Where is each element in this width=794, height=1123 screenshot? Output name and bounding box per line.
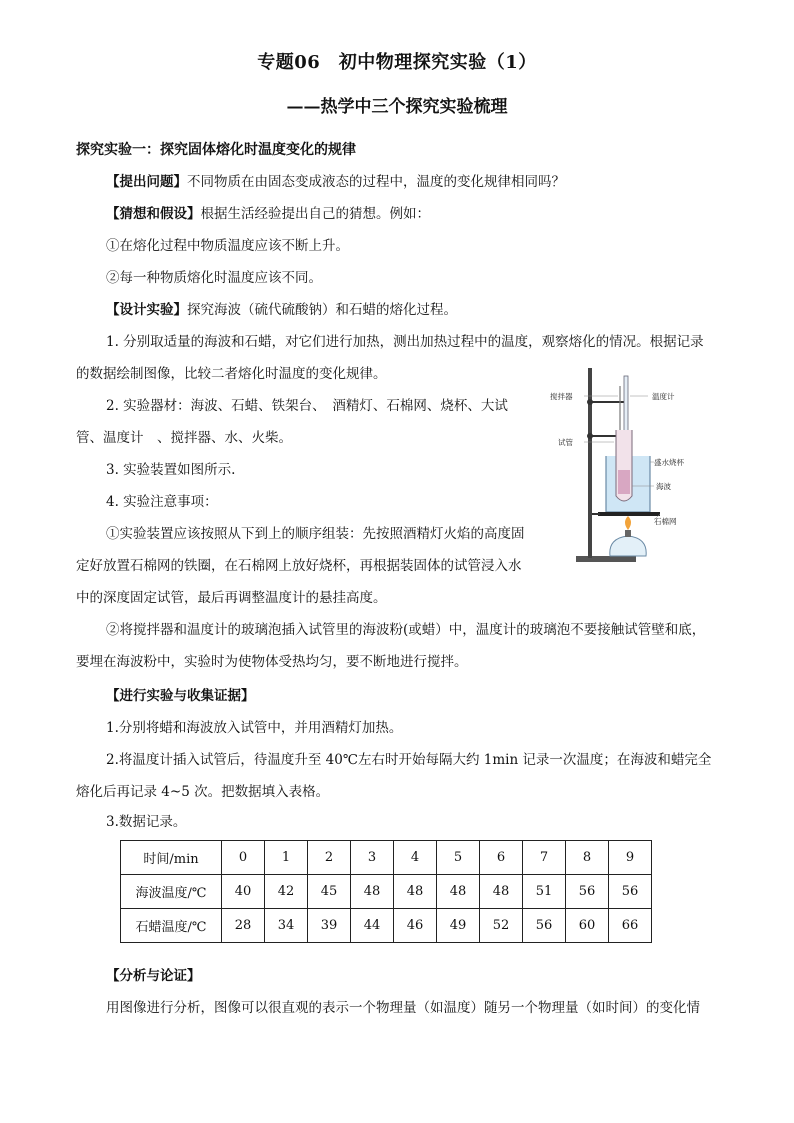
design-step-2-line-2: 管、温度计 、搅拌器、水、火柴。	[76, 430, 292, 446]
label-gauze: 石棉网	[654, 517, 677, 526]
design-step-1-line-1: 1. 分别取适量的海波和石蜡，对它们进行加热，测出加热过程中的温度，观察熔化的情况。根据记录	[106, 334, 704, 350]
label-thermometer: 温度计	[652, 392, 675, 401]
question-text: 不同物质在由固态变成液态的过程中，温度的变化规律相同吗？	[187, 174, 565, 190]
experiment-label: 【进行实验与收集证据】	[106, 688, 255, 704]
row-header-wax: 石蜡温度/℃	[121, 909, 222, 943]
analysis-text: 用图像进行分析，图像可以很直观的表示一个物理量（如温度）随另一个物理量（如时间）的变化情	[106, 1000, 700, 1016]
table-cell: 44	[351, 909, 394, 943]
section-heading: 探究实验一：探究固体熔化时温度变化的规律	[76, 142, 356, 158]
table-cell: 52	[480, 909, 523, 943]
gauze	[598, 512, 660, 516]
label-stirrer: 搅拌器	[550, 392, 573, 401]
table-row	[121, 909, 652, 943]
table-cell: 7	[523, 841, 566, 875]
table-cell: 0	[222, 841, 265, 875]
table-cell: 66	[609, 909, 652, 943]
table-cell: 48	[480, 875, 523, 909]
note-1-line-3: 中的深度固定试管，最后再调整温度计的悬挂高度。	[76, 590, 387, 606]
page-title: 专题06 初中物理探究实验（1）	[257, 52, 537, 73]
table-cell: 51	[523, 875, 566, 909]
hypothesis-label: 【猜想和假设】	[106, 206, 201, 222]
design-step-2-line-1: 2. 实验器材：海波、石蜡、铁架台、 酒精灯、石棉网、烧杯、大试	[106, 398, 508, 414]
table-cell: 40	[222, 875, 265, 909]
note-1-line-2: 定好放置石棉网的铁圈，在石棉网上放好烧杯，再根据装固体的试管浸入水	[76, 558, 522, 574]
table-cell: 48	[437, 875, 480, 909]
table-cell: 45	[308, 875, 351, 909]
lamp-wick	[625, 530, 631, 537]
table-cell: 9	[609, 841, 652, 875]
label-beaker: 盛水烧杯	[654, 458, 684, 467]
table-cell: 49	[437, 909, 480, 943]
design-step-3: 3. 实验装置如图所示.	[106, 462, 236, 478]
question-label: 【提出问题】	[106, 174, 187, 190]
design-step-1-line-2: 的数据绘制图像，比较二者熔化时温度的变化规律。	[76, 366, 387, 382]
table-cell: 28	[222, 909, 265, 943]
table-cell: 2	[308, 841, 351, 875]
stand-rod	[588, 368, 592, 558]
hypothesis-item-2: ②每一种物质熔化时温度应该不同。	[106, 270, 322, 286]
label-test-tube: 试管	[558, 438, 573, 447]
table-cell: 3	[351, 841, 394, 875]
alcohol-lamp	[610, 536, 646, 556]
flame	[625, 516, 631, 530]
experiment-step-2-line-1: 2.将温度计插入试管后，待温度升至 40℃左右时开始每隔大约 1min 记录一次温度；在海波和蜡完全	[106, 752, 712, 768]
clamp-knob	[587, 399, 593, 405]
table-cell: 56	[523, 909, 566, 943]
table-cell: 34	[265, 909, 308, 943]
row-header-time: 时间/min	[121, 841, 222, 875]
table-cell: 1	[265, 841, 308, 875]
table-cell: 5	[437, 841, 480, 875]
clamp-knob	[587, 433, 593, 439]
table-row	[121, 875, 652, 909]
hypo-sample	[618, 470, 630, 494]
page-subtitle: ——热学中三个探究实验梳理	[286, 97, 508, 117]
analysis-label: 【分析与论证】	[106, 968, 201, 984]
table-cell: 48	[394, 875, 437, 909]
table-row	[121, 841, 652, 875]
table-cell: 46	[394, 909, 437, 943]
table-cell: 4	[394, 841, 437, 875]
question-paragraph	[106, 172, 565, 192]
note-1-line-1: ①实验装置应该按照从下到上的顺序组装：先按照酒精灯火焰的高度固	[106, 526, 525, 542]
design-paragraph	[106, 300, 457, 320]
data-table	[120, 840, 652, 943]
hypothesis-paragraph	[106, 204, 430, 224]
row-header-hypo: 海波温度/℃	[121, 875, 222, 909]
table-cell: 60	[566, 909, 609, 943]
table-cell: 56	[566, 875, 609, 909]
table-cell: 6	[480, 841, 523, 875]
label-hypo: 海波	[656, 482, 671, 491]
note-2-line-2: 要埋在海波粉中，实验时为使物体受热均匀，要不断地进行搅拌。	[76, 654, 468, 670]
table-cell: 42	[265, 875, 308, 909]
table-cell: 56	[609, 875, 652, 909]
table-cell: 39	[308, 909, 351, 943]
design-label: 【设计实验】	[106, 302, 187, 318]
experiment-step-3: 3.数据记录。	[106, 814, 187, 830]
table-cell: 48	[351, 875, 394, 909]
hypothesis-item-1: ①在熔化过程中物质温度应该不断上升。	[106, 238, 349, 254]
stand-base	[576, 556, 636, 562]
table-cell: 8	[566, 841, 609, 875]
design-text: 探究海波（硫代硫酸钠）和石蜡的熔化过程。	[187, 302, 457, 318]
apparatus-figure	[548, 360, 698, 570]
design-step-4: 4. 实验注意事项：	[106, 494, 218, 510]
experiment-step-1: 1.分别将蜡和海波放入试管中，并用酒精灯加热。	[106, 720, 403, 736]
note-2-line-1: ②将搅拌器和温度计的玻璃泡插入试管里的海波粉(或蜡）中，温度计的玻璃泡不要接触试管壁和底，	[106, 622, 706, 638]
hypothesis-text: 根据生活经验提出自己的猜想。例如：	[200, 206, 430, 222]
experiment-step-2-line-2: 熔化后再记录 4~5 次。把数据填入表格。	[76, 784, 330, 800]
